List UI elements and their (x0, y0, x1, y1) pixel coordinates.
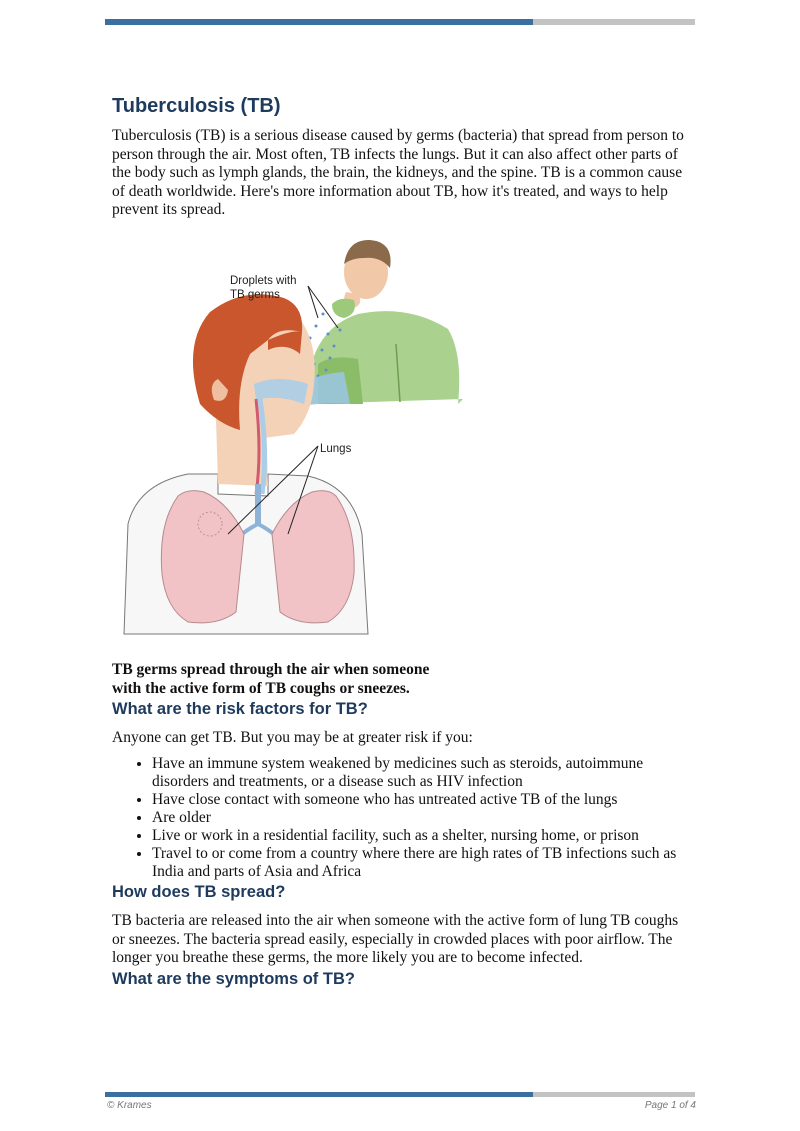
caption-line-1: TB germs spread through the air when someone (112, 660, 430, 678)
label-droplets-line2: TB germs (230, 288, 280, 301)
label-droplets-line1: Droplets with (230, 274, 297, 287)
risk-factors-heading: What are the risk factors for TB? (112, 699, 368, 718)
bottom-rule-blue (105, 1092, 533, 1097)
list-item: • Travel to or come from a country where there are high rates of TB infections such as India and parts of Asia and Africa (152, 845, 692, 881)
list-item: • Have close contact with someone who has untreated active TB of the lungs (152, 791, 692, 809)
page-title: Tuberculosis (TB) (112, 95, 281, 117)
top-rule-blue (105, 19, 533, 25)
label-lungs: Lungs (320, 442, 352, 455)
list-item: • Have an immune system weakened by medicines such as steroids, autoimmune disorders and treatments, or a disease such as HIV infection (152, 755, 692, 791)
risk-factor-list (112, 755, 692, 881)
list-item: • Live or work in a residential facility, such as a shelter, nursing home, or prison (152, 827, 692, 845)
spread-heading: How does TB spread? (112, 883, 286, 901)
caption-line-2: with the active form of TB coughs or sneezes. (112, 679, 410, 697)
spread-paragraph: TB bacteria are released into the air when someone with the active form of lung TB coughs or sneezes. The bacteria spread easily, especially in crowded places with poor airflow. The longer you breathe these germs, the more likely you are to become infected. (112, 912, 679, 966)
copyright: © Krames (107, 1100, 152, 1111)
page-footer (107, 1100, 696, 1114)
page-number: Page 1 of 4 (644, 1100, 696, 1111)
document-body (112, 92, 692, 990)
bottom-rule (105, 1092, 695, 1097)
top-rule-gray (533, 19, 695, 25)
risk-lead: Anyone can get TB. But you may be at greater risk if you: (112, 728, 473, 746)
tb-spread-illustration (118, 234, 478, 644)
tb-illustration (118, 234, 478, 644)
figure-caption (112, 660, 472, 698)
list-item: • Are older (152, 809, 692, 827)
intro-paragraph: Tuberculosis (TB) is a serious disease caused by germs (bacteria) that spread from person to person through the air. Most often, TB infects the lungs. But it can also affect other parts of the body such as lymph glands, the brain, the kidneys, and the spine. TB is a common cause of death worldwide. Here's more information about TB, how it's treated, and ways to help prevent its spread. (112, 127, 684, 218)
top-rule (105, 19, 695, 25)
symptoms-heading: What are the symptoms of TB? (112, 969, 355, 988)
bottom-rule-gray (533, 1092, 695, 1097)
